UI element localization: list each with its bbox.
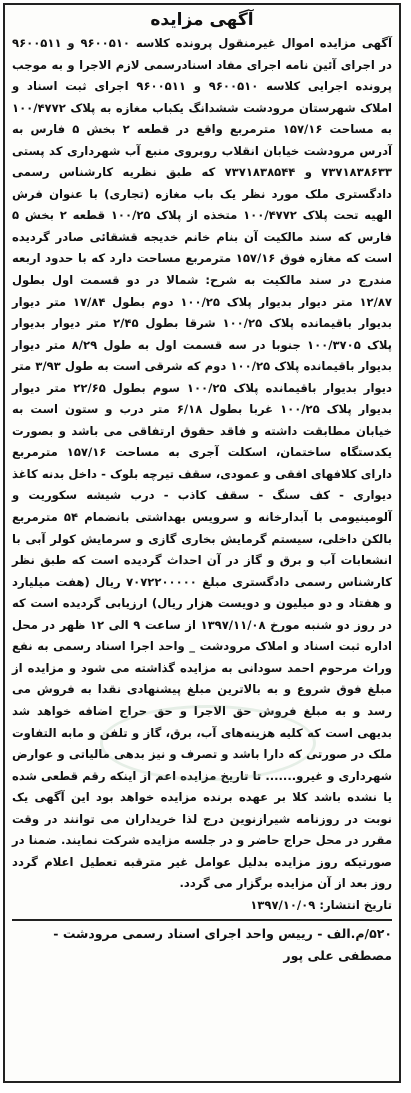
publication-date: تاریخ انتشار: ۱۳۹۷/۱۰/۰۹ — [250, 897, 392, 912]
notice-title: آگهی مزایده — [150, 10, 254, 30]
auction-notice — [3, 3, 401, 1083]
notice-signature: ۵۲۰/م.الف - رییس واحد اجرای اسناد رسمی مرودشت - مصطفی علی پور — [12, 919, 392, 967]
notice-body: آگهی مزایده اموال غیرمنقول پرونده کلاسه ۹۶۰۰۵۱۰ و ۹۶۰۰۵۱۱ در اجرای آئین نامه اجرای مفاد اسنادرسمی لازم الاجرا و به موجب پرونده اجرایی کلاسه ۹۶۰۰۵۱۰ و ۹۶۰۰۵۱۱ اجرای ثبت اسناد و املاک شهرستان مرودشت ششدانگ یکباب مغازه به پلاک ۱۰۰/۴۷۷۲ به مساحت ۱۵۷/۱۶ مترمربع واقع در قطعه ۲ بخش ۵ فارس به آدرس مرودشت خیابان انقلاب روبروی منبع آب شهرداری کد پستی ۷۳۷۱۸۳۸۶۳۳ و ۷۳۷۱۸۳۸۵۴۴ که طبق نظریه کارشناس رسمی دادگستری ملک مورد نظر یک باب مغازه (تجاری) با عنوان فرش الهیه تحت پلاک ۱۰۰/۴۷۷۲ متخذه از پلاک ۱۰۰/۲۵ قطعه ۲ بخش ۵ فارس که سند مالکیت آن بنام خانم خدیجه قشقائی صادر گردیده است که مغازه فوق ۱۵۷/۱۶ مترمربع مساحت دارد که با حدود اربعه مندرج در سند مالکیت به شرح: شمالا در دو قسمت اول بطول ۱۲/۸۷ متر دیوار بدیوار پلاک ۱۰۰/۲۵ دوم بطول ۱۷/۸۴ متر دیوار بدیوار باقیمانده پلاک ۱۰۰/۲۵ شرقا بطول ۲/۴۵ متر دیوار بدیوار پلاک ۱۰۰/۳۷۰۵ جنوبا در سه قسمت اول به طول ۸/۲۹ متر دیوار بدیوار باقیمانده پلاک ۱۰۰/۲۵ دوم که شرقی است به طول ۳/۹۳ متر دیوار بدیوار باقیمانده پلاک ۱۰۰/۲۵ سوم بطول ۲۲/۶۵ متر دیوار بدیوار پلاک ۱۰۰/۲۵ غربا بطول ۶/۱۸ متر درب و ستون است به خیابان مطابقت داشته و فاقد حقوق ارتفاقی می باشد و بصورت یکدستگاه ساختمان، اسکلت آجری به مساحت ۱۵۷/۱۶ مترمربع دارای کلافهای افقی و عمودی، سقف تیرچه بلوک - داخل بدنه کاغذ دیواری - کف سنگ - سقف کاذب - درب شیشه سکوریت و آلومینیومی با آبدارخانه و سرویس بهداشتی بانضمام ۵۴ مترمربع بالکن داخلی، سیستم گرمایش بخاری گازی و سرمایش کولر آبی با انشعابات آب و برق و گاز در آن احداث گردیده است که طبق نظر کارشناس رسمی دادگستری مبلغ ۷۰۷۲۲۰۰۰۰۰ ریال (هفت میلیارد و هفتاد و دو میلیون و دویست هزار ریال) ارزیابی گردیده است که در روز دو شنبه مورخ ۱۳۹۷/۱۱/۰۸ از ساعت ۹ الی ۱۲ ظهر در محل اداره ثبت اسناد و املاک مرودشت _ واحد اجرا اسناد رسمی به نفع وراث مرحوم احمد سودانی به مزایده گذاشته می شود و مزایده از مبلغ فوق شروع و به بالاترین مبلغ پیشنهادی نقدا به فروش می رسد و به مبلغ فروش حق الاجرا و حق حراج اضافه خواهد شد بدیهی است که کلیه هزینه‌های آب، برق، گاز و تلفن و مابه التفاوت ملک در صورتی که دارا باشد و تصرف و نیز بدهی مالیاتی و عوارض شهرداری و غیرو....... تا تاریخ مزایده اعم از اینکه رقم قطعی شده یا نشده باشد کلا بر عهده برنده مزایده خواهد بود این آگهی یک نوبت در روزنامه شیرازنوین درج لذا خریداران می توانند در وقت مقرر در محل حراج حاضر و در جلسه مزایده شرکت نمایند. ضمنا در صورتیکه روز مزایده بدلیل عوامل غیر مترقبه تعطیل اعلام گردد روز بعد از آن مزایده برگزار می گردد. — [12, 36, 393, 891]
